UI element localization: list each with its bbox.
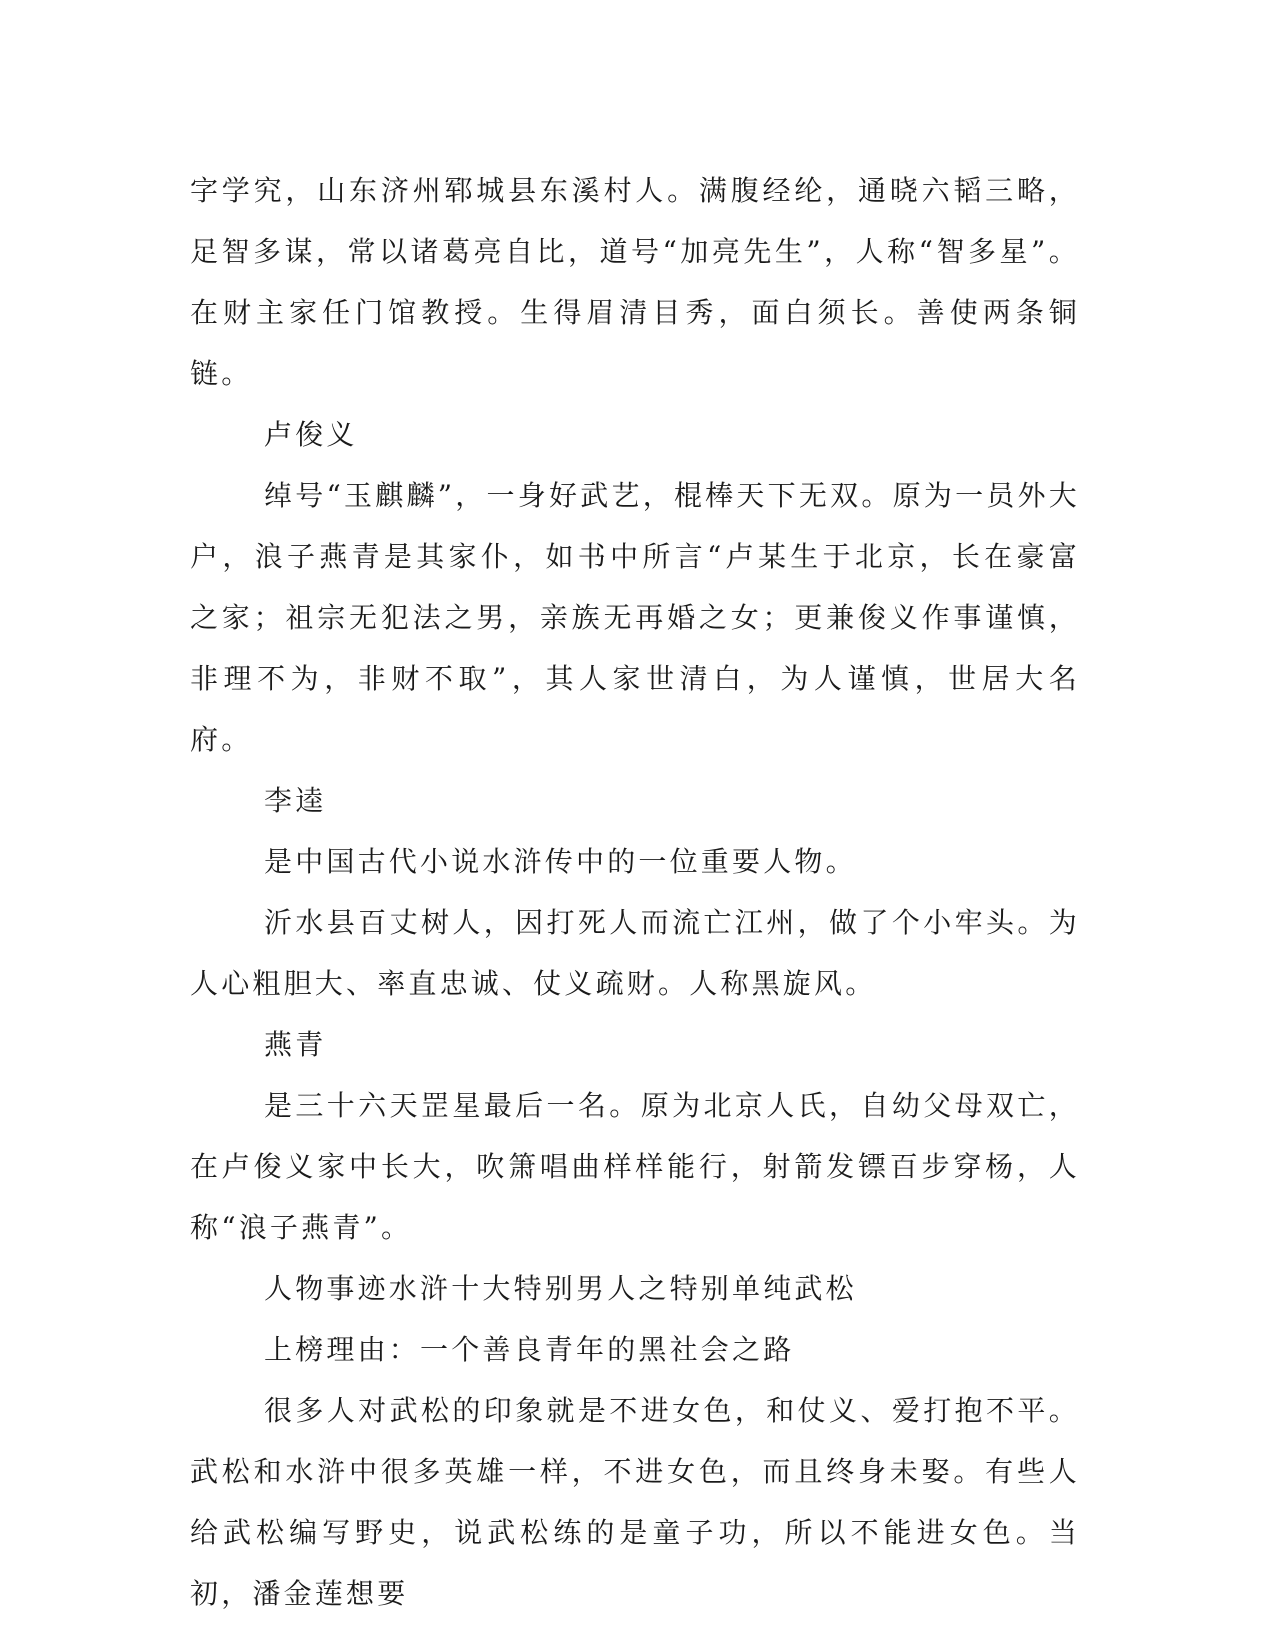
paragraph-lu-junyi-description: 绰号“玉麒麟”，一身好武艺，棍棒天下无双。原为一员外大户，浪子燕青是其家仆，如书中所言“卢某生于北京，长在豪富之家；祖宗无犯法之男，亲族无再婚之女；更兼俊义作事谨慎，非理不为，非财不取”，其人家世清白，为人谨慎，世居大名府。	[190, 479, 1080, 756]
heading-lu-junyi: 卢俊义	[264, 418, 358, 451]
heading-yan-qing: 燕青	[264, 1028, 327, 1061]
paragraph-wu-song-description: 很多人对武松的印象就是不进女色，和仗义、爱打抱不平。武松和水浒中很多英雄一样，不进女色，而且终身未娶。有些人给武松编写野史，说武松练的是童子功，所以不能进女色。当初，潘金莲想要	[190, 1394, 1080, 1610]
paragraph-li-kui-description: 沂水县百丈树人，因打死人而流亡江州，做了个小牢头。为人心粗胆大、率直忠诚、仗义疏财。人称黑旋风。	[190, 906, 1080, 1000]
paragraph-li-kui-intro: 是中国古代小说水浒传中的一位重要人物。	[264, 845, 857, 878]
paragraph-wu-yong-description: 字学究，山东济州郓城县东溪村人。满腹经纶，通晓六韬三略，足智多谋，常以诸葛亮自比，道号“加亮先生”，人称“智多星”。在财主家任门馆教授。生得眉清目秀，面白须长。善使两条铜链。	[190, 174, 1080, 390]
heading-li-kui: 李逵	[264, 784, 327, 817]
document-body	[190, 160, 1080, 1624]
paragraph-wu-song-reason: 上榜理由：一个善良青年的黑社会之路	[264, 1333, 795, 1366]
paragraph-yan-qing-description: 是三十六天罡星最后一名。原为北京人氏，自幼父母双亡，在卢俊义家中长大，吹箫唱曲样样能行，射箭发镖百步穿杨，人称“浪子燕青”。	[190, 1089, 1080, 1244]
heading-wu-song: 人物事迹水浒十大特别男人之特别单纯武松	[264, 1272, 857, 1305]
